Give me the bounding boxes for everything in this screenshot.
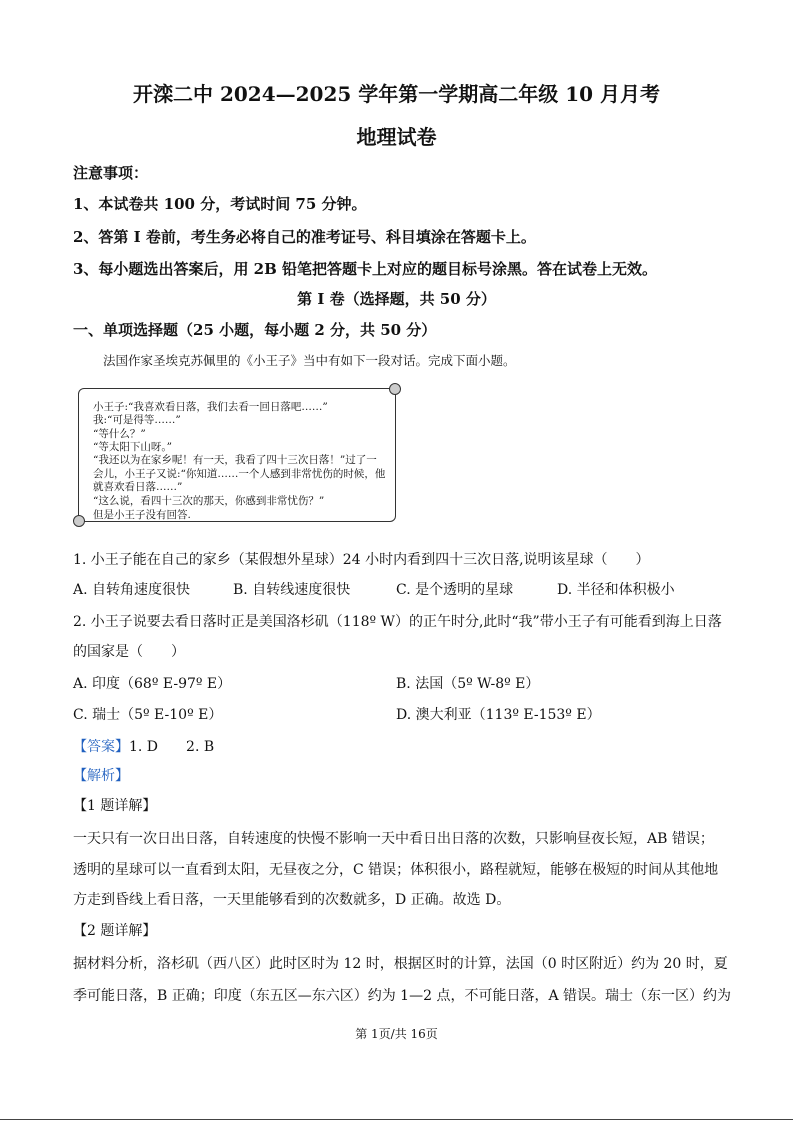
answer-label: 【答案】 xyxy=(73,739,129,755)
question-2-option-a[interactable]: A. 印度（68º E-97º E） xyxy=(73,676,232,692)
page-number: 第 1页/共 16页 xyxy=(355,1027,438,1041)
detail-1-line: 方走到昏线上看日落，一天里能够看到的次数就多，D 正确。故选 D。 xyxy=(73,892,511,908)
scroll-curl-top xyxy=(389,383,401,395)
question-2-stem-line2: 的国家是（ ） xyxy=(73,644,185,660)
analysis-label: 【解析】 xyxy=(73,768,129,784)
detail-1-line: 一天只有一次日出日落，自转速度的快慢不影响一天中看日出日落的次数，只影响昼夜长短，AB 错误； xyxy=(73,831,714,847)
material-line: 但是小王子没有回答. xyxy=(93,509,191,521)
question-2-option-b[interactable]: B. 法国（5º W-8º E） xyxy=(396,676,540,692)
answer-value: 1. D 2. B xyxy=(129,739,215,755)
detail-1-label: 【1 题详解】 xyxy=(73,798,157,814)
answer-line xyxy=(73,736,214,756)
page-bottom-rule xyxy=(0,1119,793,1120)
material-line: 就喜欢看日落……” xyxy=(93,481,183,493)
question-1-stem: 1. 小王子能在自己的家乡（某假想外星球）24 小时内看到四十三次日落,说明该星球（ ） xyxy=(73,552,650,568)
notice-item-1: 1、本试卷共 100 分，考试时间 75 分钟。 xyxy=(73,195,367,213)
detail-1-line: 透明的星球可以一直看到太阳，无昼夜之分，C 错误；体积很小，路程就短，能够在极短的时间从其他地 xyxy=(73,862,719,878)
notice-heading: 注意事项： xyxy=(73,164,149,182)
exam-subject: 地理试卷 xyxy=(356,125,437,149)
detail-2-line: 据材料分析，洛杉矶（西八区）此时区时为 12 时，根据区时的计算，法国（0 时区附近）约为 20 时，夏 xyxy=(73,956,728,972)
material-line: 小王子:“我喜欢看日落，我们去看一回日落吧……” xyxy=(93,401,328,413)
material-line: “这么说，看四十三次的那天，你感到非常忧伤？” xyxy=(93,495,325,507)
exam-title: 开滦二中 2024—2025 学年第一学期高二年级 10 月月考 xyxy=(132,82,660,106)
section-heading: 一、单项选择题（25 小题，每小题 2 分，共 50 分） xyxy=(73,321,437,339)
part-title: 第 I 卷（选择题，共 50 分） xyxy=(297,290,496,308)
notice-item-3: 3、每小题选出答案后，用 2B 铅笔把答题卡上对应的题目标号涂黑。答在试卷上无效。 xyxy=(73,260,658,278)
question-1-option-d[interactable]: D. 半径和体积极小 xyxy=(557,582,675,598)
material-intro: 法国作家圣埃克苏佩里的《小王子》当中有如下一段对话。完成下面小题。 xyxy=(103,353,516,368)
detail-2-label: 【2 题详解】 xyxy=(73,923,157,939)
material-line: 会儿，小王子又说:“你知道……一个人感到非常忧伤的时候，他 xyxy=(93,468,386,480)
question-1-option-b[interactable]: B. 自转线速度很快 xyxy=(233,582,351,598)
material-line: 我:“可是得等……” xyxy=(93,414,181,426)
notice-item-2: 2、答第 I 卷前，考生务必将自己的准考证号、科目填涂在答题卡上。 xyxy=(73,228,536,246)
question-2-option-d[interactable]: D. 澳大利亚（113º E-153º E） xyxy=(396,707,601,723)
question-1-option-c[interactable]: C. 是个透明的星球 xyxy=(396,582,514,598)
question-2-stem-line1: 2. 小王子说要去看日落时正是美国洛杉矶（118º W）的正午时分,此时“我”带小王子有可能看到海上日落 xyxy=(73,614,722,630)
detail-2-line: 季可能日落，B 正确；印度（东五区—东六区）约为 1—2 点，不可能日落，A 错误。瑞士（东一区）约为 xyxy=(73,988,732,1004)
question-2-option-c[interactable]: C. 瑞士（5º E-10º E） xyxy=(73,707,223,723)
material-line: “等太阳下山呀。” xyxy=(93,441,172,453)
question-1-option-a[interactable]: A. 自转角速度很快 xyxy=(73,582,191,598)
material-line: “等什么？” xyxy=(93,428,146,440)
scroll-curl-bottom xyxy=(73,515,85,527)
material-line: “我还以为在家乡呢！有一天，我看了四十三次日落！”过了一 xyxy=(93,454,377,466)
